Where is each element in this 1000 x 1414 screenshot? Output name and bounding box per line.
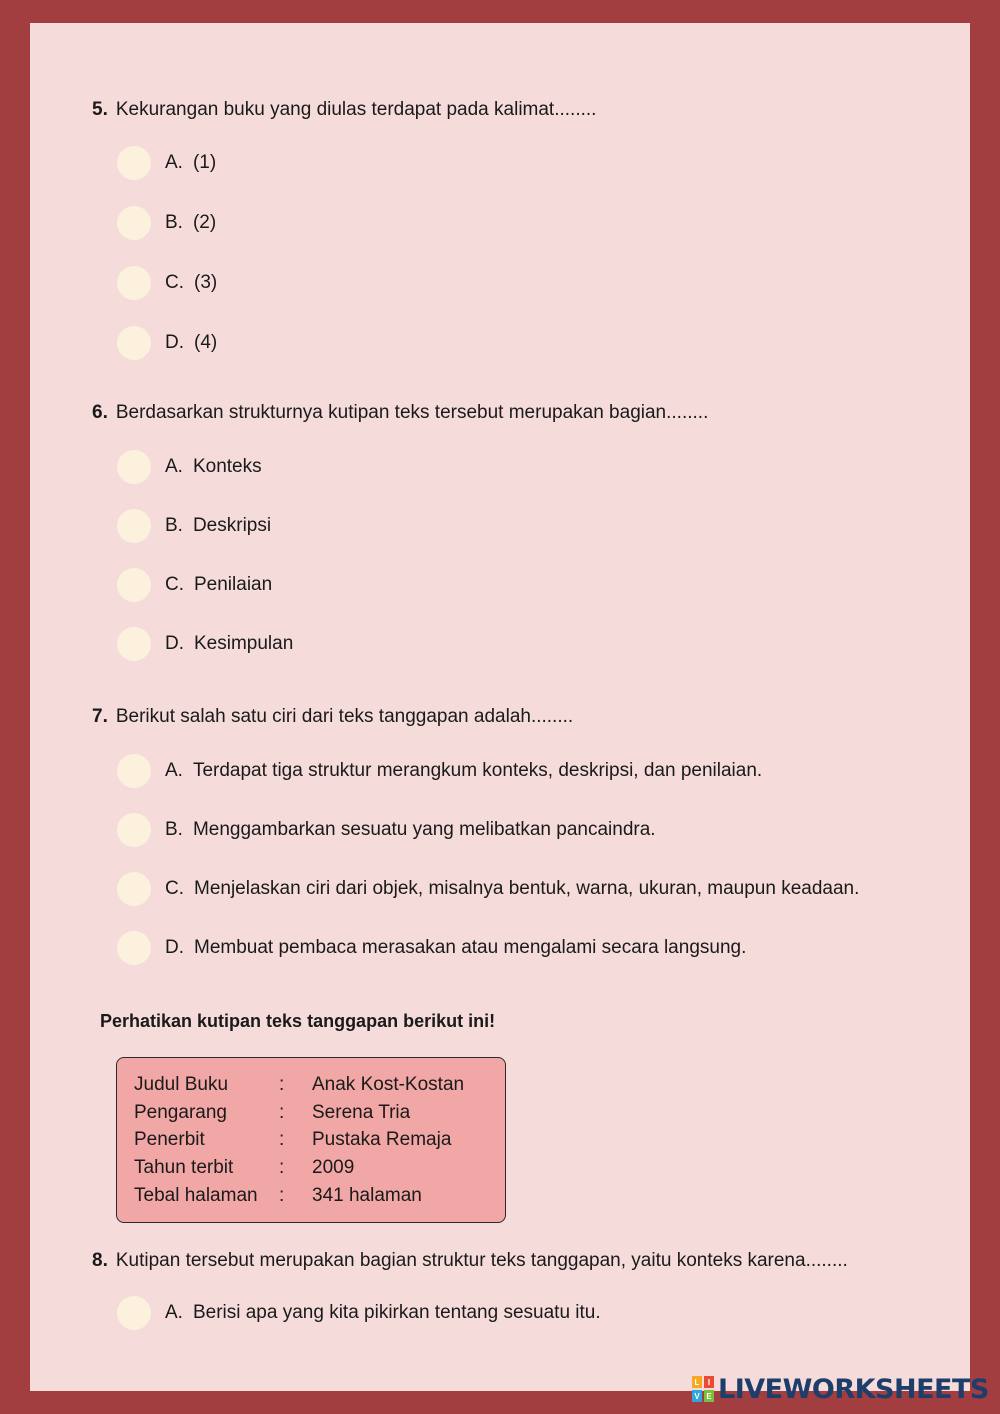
option-text: Menggambarkan sesuatu yang melibatkan pancaindra. <box>192 819 656 840</box>
radio-button[interactable] <box>117 266 151 300</box>
question-text: Kutipan tersebut merupakan bagian struktur teks tanggapan, yaitu konteks karena........ <box>115 1250 848 1271</box>
option-5d[interactable] <box>117 326 217 360</box>
question-8 <box>92 1250 848 1272</box>
excerpt-heading: Perhatikan kutipan teks tanggapan berikut ini! <box>100 1011 496 1031</box>
option-letter: A. <box>165 760 183 781</box>
option-letter: A. <box>165 152 183 173</box>
option-letter: D. <box>165 937 184 958</box>
question-number: 7. <box>92 706 108 727</box>
option-text: Membuat pembaca merasakan atau mengalami secara langsung. <box>194 937 747 958</box>
excerpt-key: Tahun terbit <box>134 1157 234 1179</box>
excerpt-value: Serena Tria <box>312 1101 411 1123</box>
question-6 <box>92 402 708 424</box>
question-7 <box>92 706 573 728</box>
excerpt-separator: : <box>279 1101 285 1123</box>
option-7d[interactable] <box>117 931 746 965</box>
option-letter: B. <box>165 212 183 233</box>
radio-button[interactable] <box>117 146 151 180</box>
excerpt-value: Anak Kost-Kostan <box>312 1073 465 1095</box>
radio-button[interactable] <box>117 509 151 543</box>
excerpt-separator: : <box>279 1129 285 1151</box>
excerpt-key: Judul Buku <box>134 1073 229 1095</box>
question-number: 6. <box>92 402 108 423</box>
radio-button[interactable] <box>117 1296 151 1330</box>
option-text: Berisi apa yang kita pikirkan tentang sesuatu itu. <box>192 1302 601 1323</box>
question-text: Berdasarkan strukturnya kutipan teks tersebut merupakan bagian........ <box>115 402 709 423</box>
excerpt-row <box>134 1071 505 1099</box>
excerpt-value: Pustaka Remaja <box>312 1129 452 1151</box>
question-5 <box>92 99 596 121</box>
question-text: Kekurangan buku yang diulas terdapat pada kalimat........ <box>115 99 597 120</box>
option-5a[interactable] <box>117 146 216 180</box>
option-letter: B. <box>165 819 183 840</box>
radio-button[interactable] <box>117 813 151 847</box>
option-5c[interactable] <box>117 266 217 300</box>
question-number: 5. <box>92 99 108 120</box>
logo-letter: I <box>704 1376 714 1388</box>
option-text: (3) <box>194 272 218 293</box>
liveworksheets-logo <box>692 1375 989 1403</box>
option-6a[interactable] <box>117 450 262 484</box>
option-7c[interactable] <box>117 872 859 906</box>
excerpt-key: Penerbit <box>134 1129 205 1151</box>
option-letter: D. <box>165 633 184 654</box>
option-letter: C. <box>165 878 184 899</box>
option-text: Kesimpulan <box>194 633 294 654</box>
option-8a[interactable] <box>117 1296 601 1330</box>
radio-button[interactable] <box>117 627 151 661</box>
option-text: (1) <box>192 152 217 173</box>
option-letter: A. <box>165 1302 183 1323</box>
radio-button[interactable] <box>117 931 151 965</box>
excerpt-row <box>134 1127 505 1155</box>
question-number: 8. <box>92 1250 108 1271</box>
option-7b[interactable] <box>117 813 656 847</box>
option-text: (2) <box>192 212 217 233</box>
logo-letter: L <box>692 1376 702 1388</box>
option-text: Konteks <box>192 456 262 477</box>
logo-letter: V <box>692 1390 702 1402</box>
option-letter: C. <box>165 574 184 595</box>
radio-button[interactable] <box>117 754 151 788</box>
option-6d[interactable] <box>117 627 293 661</box>
excerpt-value: 2009 <box>312 1157 355 1179</box>
excerpt-row <box>134 1182 505 1210</box>
option-text: Terdapat tiga struktur merangkum konteks, deskripsi, dan penilaian. <box>192 760 763 781</box>
option-letter: B. <box>165 515 183 536</box>
excerpt-value: 341 halaman <box>312 1185 422 1207</box>
excerpt-key: Pengarang <box>134 1101 227 1123</box>
option-text: (4) <box>194 332 218 353</box>
option-5b[interactable] <box>117 206 216 240</box>
radio-button[interactable] <box>117 568 151 602</box>
option-7a[interactable] <box>117 754 762 788</box>
radio-button[interactable] <box>117 450 151 484</box>
question-text: Berikut salah satu ciri dari teks tanggapan adalah........ <box>115 706 574 727</box>
option-letter: C. <box>165 272 184 293</box>
excerpt-separator: : <box>279 1185 285 1207</box>
logo-icon <box>692 1376 714 1402</box>
radio-button[interactable] <box>117 206 151 240</box>
excerpt-row <box>134 1099 505 1127</box>
radio-button[interactable] <box>117 872 151 906</box>
option-letter: A. <box>165 456 183 477</box>
option-text: Penilaian <box>194 574 273 595</box>
excerpt-row <box>134 1154 505 1182</box>
logo-text: LIVEWORKSHEETS <box>718 1373 989 1405</box>
excerpt-box <box>116 1057 506 1223</box>
option-text: Menjelaskan ciri dari objek, misalnya bentuk, warna, ukuran, maupun keadaan. <box>194 878 860 899</box>
excerpt-separator: : <box>279 1073 285 1095</box>
option-6b[interactable] <box>117 509 271 543</box>
option-letter: D. <box>165 332 184 353</box>
excerpt-key: Tebal halaman <box>134 1185 258 1207</box>
option-6c[interactable] <box>117 568 272 602</box>
excerpt-separator: : <box>279 1157 285 1179</box>
logo-letter: E <box>704 1390 714 1402</box>
radio-button[interactable] <box>117 326 151 360</box>
option-text: Deskripsi <box>192 515 272 536</box>
